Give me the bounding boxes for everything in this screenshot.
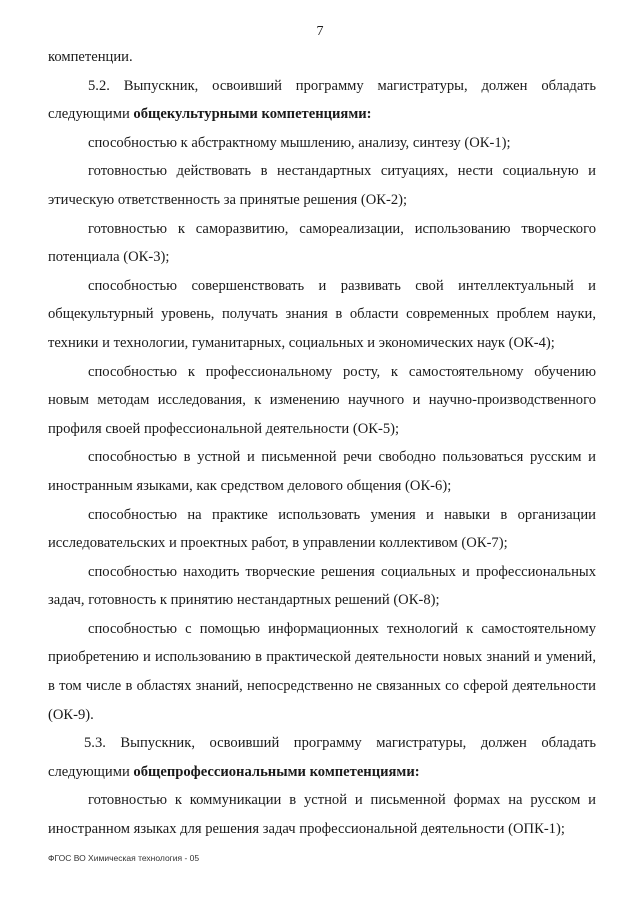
paragraph-ok-9: способностью с помощью информационных технологий к самостоятельному приобретению и использованию в практической деятельности новых знаний и умений, в том числе в областях знаний, непосредственно не связанных со сферой деятельности (ОК-9). bbox=[48, 620, 596, 723]
paragraph-ok-6: способностью в устной и письменной речи свободно пользоваться русским и иностранным языками, как средством делового общения (ОК-6); bbox=[48, 449, 596, 494]
paragraph-ok-2: готовностью действовать в нестандартных ситуациях, нести социальную и этическую ответственность за принятые решения (ОК-2); bbox=[48, 163, 596, 208]
section-5-3-intro: 5.3. Выпускник, освоивший программу магистратуры, должен обладать следующими bbox=[48, 735, 596, 780]
section-5-2-intro: 5.2. Выпускник, освоивший программу магистратуры, должен обладать следующими bbox=[48, 77, 596, 123]
page-number: 7 bbox=[316, 24, 324, 39]
paragraph-ok-1: способностью к абстрактному мышлению, анализу, синтезу (ОК-1); bbox=[88, 134, 511, 151]
paragraph-ok-8: способностью находить творческие решения социальных и профессиональных задач, готовность к принятию нестандартных решений (ОК-8); bbox=[48, 563, 596, 609]
page-footer: ФГОС ВО Химическая технология - 05 bbox=[48, 853, 200, 863]
document-body bbox=[48, 43, 596, 844]
paragraph-opk-1: готовностью к коммуникации в устной и письменной формах на русском и иностранном языках для решения задач профессиональной деятельности (ОПК-1); bbox=[48, 792, 596, 838]
paragraph-continuation: компетенции. bbox=[48, 49, 133, 65]
section-5-3-bold-term: общепрофессиональными компетенциями: bbox=[133, 763, 420, 780]
paragraph-ok-7: способностью на практике использовать умения и навыки в организации исследовательских и проектных работ, в управлении коллективом (ОК-7); bbox=[48, 506, 596, 552]
paragraph-section-5-3 bbox=[48, 729, 596, 786]
paragraph-ok-4: способностью совершенствовать и развивать свой интеллектуальный и общекультурный уровень, получать знания в области современных проблем науки, техники и технологии, гуманитарных, социальных и экономических наук (ОК-4); bbox=[48, 277, 596, 351]
section-5-2-bold-term: общекультурными компетенциями: bbox=[133, 106, 372, 123]
paragraph-ok-3: готовностью к саморазвитию, самореализации, использованию творческого потенциала (ОК-3); bbox=[48, 220, 596, 266]
paragraph-ok-5: способностью к профессиональному росту, к самостоятельному обучению новым методам исследования, к изменению научного и научно-производственного профиля своей профессиональной деятельности (ОК-5); bbox=[48, 363, 596, 437]
paragraph-section-5-2 bbox=[48, 72, 596, 129]
